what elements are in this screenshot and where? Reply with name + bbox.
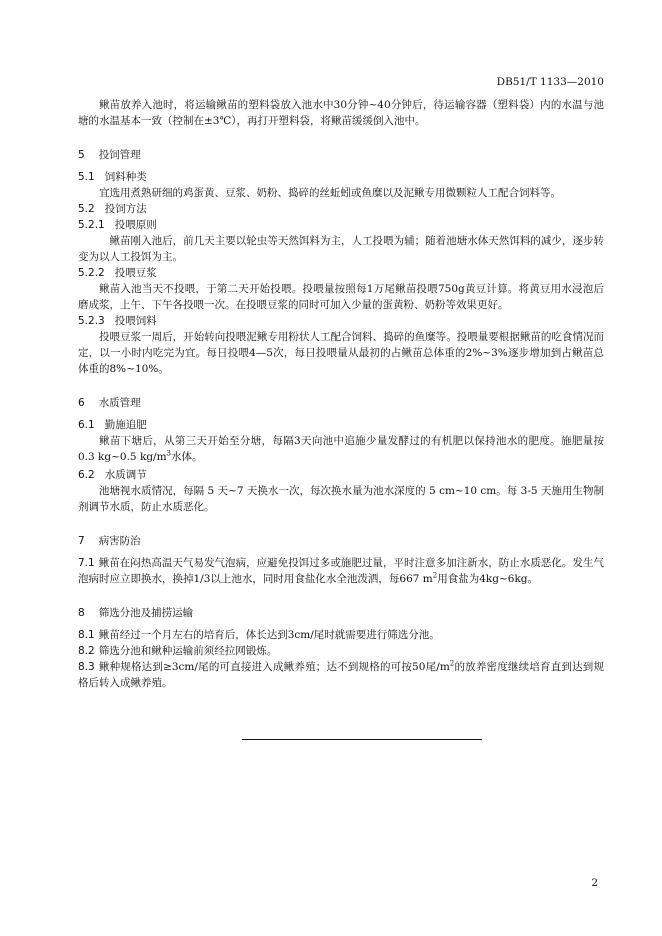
section-5-2-heading [78, 201, 604, 217]
text-part: 水体。 [171, 451, 203, 463]
text-part: 筛选分池和鳅种运输前须经拉网锻炼。 [98, 645, 278, 657]
intro-paragraph: 鳅苗放养入池时，将运输鳅苗的塑料袋放入池水中30分钟~40分钟后，待运输容器（塑料袋）内的水温与池塘的水温基本一致（控制在±3℃），再打开塑料袋，将鳅苗缓缓倒入池中。 [78, 99, 604, 127]
section-number: 8 [78, 607, 85, 619]
section-8-2-text [78, 643, 604, 659]
section-number: 5.2.2 [78, 267, 105, 279]
section-5-2-3-heading [78, 313, 604, 329]
superscript: 3 [166, 449, 172, 458]
section-title: 筛选分池及捕捞运输 [98, 607, 194, 619]
section-title: 投喂饲料 [114, 315, 157, 327]
section-8-3-text [78, 659, 604, 691]
section-6-1-heading [78, 417, 604, 433]
text-part: 鳅苗在闷热高温天气易发气泡病，应避免投饵过多或施肥过量，平时注意多加注新水，防止水质恶化。发生气泡病时应立即换水，换掉1/3以上池水，同时用食盐化水全池泼洒，每667 m [78, 557, 604, 585]
section-number: 8.2 [78, 645, 95, 657]
page-number: 2 [591, 877, 598, 889]
section-number: 5.2.1 [78, 219, 105, 231]
section-5-1-text: 宜选用煮熟研细的鸡蛋黄、豆浆、奶粉、捣碎的丝蚯蚓或鱼糜以及泥鳅专用微颗粒人工配合饲料等。 [99, 187, 561, 199]
section-8-1-text [78, 627, 604, 643]
section-6-1-text [78, 433, 604, 465]
section-title: 病害防治 [98, 535, 141, 547]
section-title: 水质调节 [104, 469, 147, 481]
text-part: 鳅种规格达到≥3cm/尾的可直接进入成鳅养殖；达不到规格的可按50尾/m [98, 661, 450, 673]
section-5-2-2-text: 鳅苗入池当天不投喂，于第二天开始投喂。投喂量按照每1万尾鳅苗投喂750g黄豆计算。将黄豆用水浸泡后磨成浆，上午、下午各投喂一次。在投喂豆浆的同时可加入少量的蛋黄粉、奶粉等效果更好。 [78, 283, 604, 311]
superscript: 2 [449, 659, 455, 668]
text-part: 鳅苗经过一个月左右的培育后，体长达到3cm/尾时就需要进行筛选分池。 [98, 629, 440, 641]
section-5-2-2-heading [78, 265, 604, 281]
section-number: 7.1 [78, 557, 95, 569]
section-number: 8.3 [78, 661, 95, 673]
section-title: 水质管理 [98, 397, 141, 409]
section-title: 投喂原则 [114, 219, 157, 231]
section-title: 饲料种类 [104, 171, 147, 183]
superscript: 2 [432, 571, 438, 580]
section-title: 投饲方法 [104, 203, 147, 215]
section-title: 勤施追肥 [104, 419, 147, 431]
section-6-2-heading [78, 467, 604, 483]
section-5-2-3-text: 投喂豆浆一周后，开始转向投喂泥鳅专用粉状人工配合饲料、捣碎的鱼糜等。投喂量要根据鳅苗的吃食情况而定，以一小时内吃完为宜。每日投喂4—5次，每日投喂量从最初的占鳅苗总体重的2%~3%逐步增加到占鳅苗总体重的8%~10%。 [78, 331, 604, 375]
text-part: 鳅苗下塘后，从第三天开始至分塘，每隔3天向池中追施少量发酵过的有机肥以保持池水的肥度。施肥量按0.3 kg~0.5 kg/m [78, 435, 604, 463]
section-5-2-1-heading [78, 217, 604, 233]
section-5-1-heading [78, 169, 604, 185]
section-6-2-text: 池塘视水质情况，每隔 5 天~7 天换水一次，每次换水量为池水深度的 5 cm~10 cm。每 3-5 天施用生物制剂调节水质，防止水质恶化。 [78, 485, 604, 513]
section-number: 5.1 [78, 171, 95, 183]
section-title: 投喂豆浆 [114, 267, 157, 279]
section-6-heading [78, 395, 604, 411]
section-number: 5 [78, 149, 85, 161]
section-number: 6 [78, 397, 85, 409]
section-number: 5.2.3 [78, 315, 105, 327]
section-title: 投饲管理 [98, 149, 141, 161]
end-of-text-rule [242, 739, 482, 740]
page-header [497, 76, 604, 88]
text-part: 用食盐为4kg~6kg。 [437, 573, 539, 585]
section-number: 8.1 [78, 629, 95, 641]
section-number: 7 [78, 535, 85, 547]
section-8-heading [78, 605, 604, 621]
text-part: 的放养密度继续培育直到达到规格后转入成鳅养殖。 [78, 661, 604, 689]
section-number: 6.2 [78, 469, 95, 481]
section-7-1-text [78, 555, 604, 587]
document-code: DB51/T 1133—2010 [496, 76, 604, 88]
section-7-heading [78, 533, 604, 549]
section-5-2-1-text: 鳅苗刚入池后，前几天主要以轮虫等天然饵料为主，人工投喂为辅；随着池塘水体天然饵料的减少，逐步转变为以人工投饵为主。 [78, 235, 604, 263]
section-number: 5.2 [78, 203, 95, 215]
section-5-heading [78, 147, 604, 163]
document-body [78, 97, 604, 691]
section-number: 6.1 [78, 419, 95, 431]
